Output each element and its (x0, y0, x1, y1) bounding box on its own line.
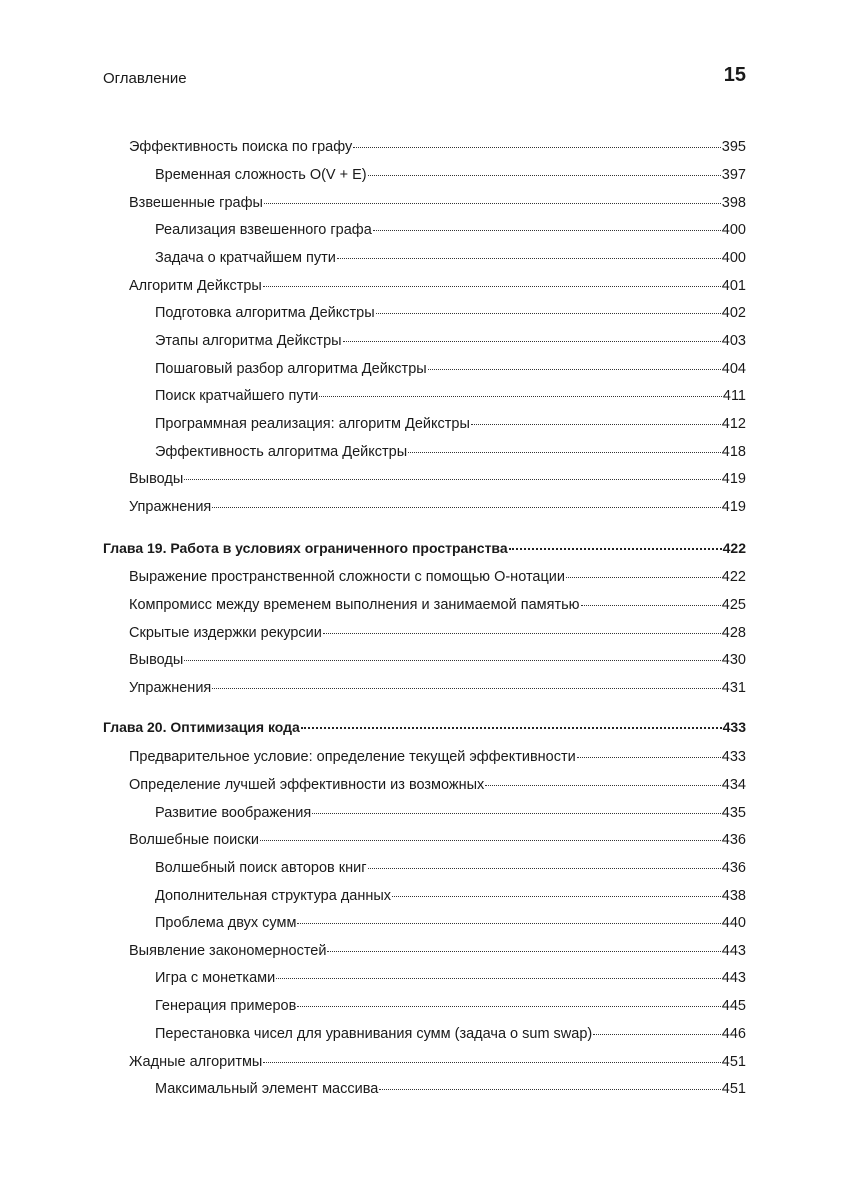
toc-entry-title: Выявление закономерностей (129, 943, 327, 959)
toc-entry (129, 651, 746, 669)
toc-entry-page: 401 (721, 278, 746, 294)
toc-entry-title: Пошаговый разбор алгоритма Дейкстры (155, 361, 427, 377)
toc-entry (155, 387, 746, 405)
toc-entry (155, 166, 746, 184)
dot-leader (337, 258, 721, 259)
toc-entry-page: 434 (721, 777, 746, 793)
toc-entry-page: 397 (721, 167, 746, 183)
toc-entry (155, 969, 746, 987)
toc-entry (155, 249, 746, 267)
toc-entry (155, 415, 746, 433)
dot-leader (577, 757, 721, 758)
toc-entry-page: 404 (721, 361, 746, 377)
dot-leader (428, 369, 721, 370)
dot-leader (319, 396, 722, 397)
dot-leader (297, 923, 720, 924)
toc-entry (155, 332, 746, 350)
dot-leader (263, 286, 721, 287)
toc-entry (155, 914, 746, 932)
toc-entry-title: Подготовка алгоритма Дейкстры (155, 305, 375, 321)
toc-entry-title: Реализация взвешенного графа (155, 222, 372, 238)
toc-entry-page: 402 (721, 305, 746, 321)
toc-entry-title: Упражнения (129, 499, 212, 515)
dot-leader (368, 175, 721, 176)
toc-entry (129, 596, 746, 614)
toc-entry-title: Волшебный поиск авторов книг (155, 860, 367, 876)
dot-leader (184, 660, 721, 661)
toc-entry (155, 804, 746, 822)
dot-leader (408, 452, 721, 453)
toc-chapter-entry (103, 718, 746, 736)
toc-entry (155, 443, 746, 461)
dot-leader (353, 147, 721, 148)
toc-entry (129, 776, 746, 794)
dot-leader (343, 341, 721, 342)
running-title: Оглавление (103, 70, 187, 87)
toc-entry-page: 443 (721, 943, 746, 959)
toc-entry-title: Глава 20. Оптимизация кода (103, 719, 300, 735)
dot-leader (471, 424, 721, 425)
toc-entry-page: 433 (722, 719, 746, 735)
toc-entry (129, 194, 746, 212)
toc-entry-title: Максимальный элемент массива (155, 1081, 379, 1097)
toc-entry-page: 438 (721, 888, 746, 904)
dot-leader (392, 896, 721, 897)
toc-entry-page: 425 (721, 597, 746, 613)
toc-entry-title: Выводы (129, 471, 184, 487)
toc-entry-page: 422 (722, 540, 746, 556)
toc-entry-page: 430 (721, 652, 746, 668)
toc-entry-page: 412 (721, 416, 746, 432)
toc-entry (129, 942, 746, 960)
toc-entry-page: 400 (721, 222, 746, 238)
toc-entry (129, 831, 746, 849)
toc-entry-page: 419 (721, 499, 746, 515)
toc-entry-title: Алгоритм Дейкстры (129, 278, 262, 294)
dot-leader (276, 978, 721, 979)
toc-entry (129, 568, 746, 586)
toc-entry-title: Выражение пространственной сложности с помощью O-нотации (129, 569, 565, 585)
toc-entry-page: 445 (721, 998, 746, 1014)
dot-leader (373, 230, 721, 231)
dot-leader (368, 868, 721, 869)
dot-leader (297, 1006, 720, 1007)
toc-entry-page: 395 (721, 139, 746, 155)
dot-leader (212, 688, 721, 689)
dot-leader (184, 479, 721, 480)
toc-entry-title: Временная сложность O(V + E) (155, 167, 367, 183)
dot-leader (379, 1089, 720, 1090)
toc-entry-page: 411 (722, 388, 746, 404)
toc-entry (155, 304, 746, 322)
toc-entry-page: 428 (721, 625, 746, 641)
dot-leader (260, 840, 721, 841)
toc-entry-title: Игра с монетками (155, 970, 276, 986)
toc-entry-title: Перестановка чисел для уравнивания сумм (задача о sum swap) (155, 1026, 593, 1042)
toc-entry (129, 624, 746, 642)
dot-leader (327, 951, 720, 952)
toc-entry (155, 221, 746, 239)
toc-entry-page: 436 (721, 832, 746, 848)
dot-leader (593, 1034, 721, 1035)
toc-entry-title: Эффективность алгоритма Дейкстры (155, 444, 408, 460)
toc-entry (155, 887, 746, 905)
toc-chapter-entry (103, 539, 746, 557)
toc-entry-page: 436 (721, 860, 746, 876)
toc-entry-page: 440 (721, 915, 746, 931)
toc-entry (129, 470, 746, 488)
toc-entry-title: Поиск кратчайшего пути (155, 388, 319, 404)
toc-entry-page: 446 (721, 1026, 746, 1042)
toc-entry-page: 431 (721, 680, 746, 696)
dot-leader (376, 313, 721, 314)
dot-leader (323, 633, 721, 634)
dot-leader (312, 813, 721, 814)
toc-entry-page: 443 (721, 970, 746, 986)
dot-leader (263, 1062, 720, 1063)
toc-entry-page: 400 (721, 250, 746, 266)
dot-leader (581, 605, 721, 606)
toc-entry-title: Этапы алгоритма Дейкстры (155, 333, 342, 349)
dot-leader (264, 203, 721, 204)
toc-entry-title: Проблема двух сумм (155, 915, 297, 931)
toc-entry-title: Взвешенные графы (129, 195, 263, 211)
toc-entry-title: Предварительное условие: определение текущей эффективности (129, 749, 576, 765)
toc-entry (129, 138, 746, 156)
toc-entry-title: Компромисс между временем выполнения и занимаемой памятью (129, 597, 580, 613)
toc-entry-page: 433 (721, 749, 746, 765)
toc-entry (129, 679, 746, 697)
toc-entry-page: 435 (721, 805, 746, 821)
toc-entry (129, 498, 746, 516)
toc-entry-title: Жадные алгоритмы (129, 1054, 263, 1070)
toc-entry-title: Определение лучшей эффективности из возможных (129, 777, 485, 793)
toc-entry-title: Дополнительная структура данных (155, 888, 392, 904)
toc-entry (129, 1053, 746, 1071)
toc-entry-title: Программная реализация: алгоритм Дейкстры (155, 416, 470, 432)
toc-entry-title: Упражнения (129, 680, 212, 696)
toc-entry (155, 1025, 746, 1043)
toc-entry-page: 451 (721, 1081, 746, 1097)
toc-entry-page: 418 (721, 444, 746, 460)
toc-entry-title: Волшебные поиски (129, 832, 259, 848)
toc-entry (155, 997, 746, 1015)
dot-leader (301, 727, 722, 729)
toc-entry-page: 398 (721, 195, 746, 211)
toc-entry-title: Генерация примеров (155, 998, 297, 1014)
dot-leader (566, 577, 721, 578)
dot-leader (485, 785, 721, 786)
toc-entry-title: Выводы (129, 652, 184, 668)
toc-entry-page: 419 (721, 471, 746, 487)
toc-entry-title: Скрытые издержки рекурсии (129, 625, 322, 641)
dot-leader (509, 548, 722, 550)
toc-entry-page: 403 (721, 333, 746, 349)
dot-leader (212, 507, 721, 508)
toc-entry (129, 748, 746, 766)
toc-entry (129, 277, 746, 295)
toc-entry (155, 1080, 746, 1098)
page-number: 15 (723, 64, 746, 86)
toc-entry-page: 451 (721, 1054, 746, 1070)
toc-entry-page: 422 (721, 569, 746, 585)
toc-entry-title: Развитие воображения (155, 805, 312, 821)
toc-entry (155, 859, 746, 877)
toc-entry-title: Задача о кратчайшем пути (155, 250, 336, 266)
toc-entry-title: Глава 19. Работа в условиях ограниченного пространства (103, 540, 508, 556)
toc-entry (155, 360, 746, 378)
toc-entry-title: Эффективность поиска по графу (129, 139, 353, 155)
